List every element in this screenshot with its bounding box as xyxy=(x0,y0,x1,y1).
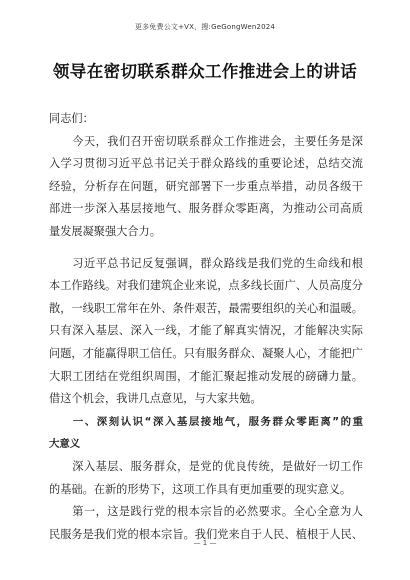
paragraph-line: 深入基层、服务群众，是党的优良传统，是做好一切工作 xyxy=(49,459,363,473)
section-heading: 一、深刻认识“深入基层接地气，服务群众零距离”的重 xyxy=(49,415,363,428)
paragraph-line: 入学习贯彻习近平总书记关于群众路线的重要论述，总结交流 xyxy=(49,157,363,171)
paragraph-line: 部进一步深入基层接地气、服务群众零距离，为推动公司高质 xyxy=(49,202,363,216)
document-title: 领导在密切联系群众工作推进会上的讲话 xyxy=(52,62,358,81)
paragraph-line: 量发展凝聚强大合力。 xyxy=(49,224,161,238)
paragraph-line: 本工作路线。对我们建筑企业来说，点多线长面广、人员高度分 xyxy=(49,279,363,293)
paragraph-line: 经验，分析存在问题，研究部署下一步重点举措，动员各级干 xyxy=(49,179,363,193)
paragraph-line: 问题，才能赢得职工信任。只有服务群众、凝聚人心，才能把广 xyxy=(49,346,363,360)
promo-banner: 更多免费公文+VX，搜:GeGongWen2024 xyxy=(134,23,276,31)
paragraph-line: 借这个机会，我讲几点意见，与大家共勉。 xyxy=(49,392,262,406)
paragraph-line: 只有深入基层、深入一线，才能了解真实情况，才能解决实际 xyxy=(49,324,363,338)
paragraph-line: 散，一线职工常年在外、条件艰苦，最需要组织的关心和温暖。 xyxy=(49,301,363,315)
paragraph-line: 大职工团结在党组织周围，才能汇聚起推动发展的磅礴力量。 xyxy=(49,369,363,383)
section-heading: 大意义 xyxy=(49,438,81,451)
salutation: 同志们： xyxy=(49,112,94,125)
paragraph-line: 今天，我们召开密切联系群众工作推进会，主要任务是深 xyxy=(49,134,363,148)
document-body xyxy=(49,108,363,546)
paragraph-line: 习近平总书记反复强调，群众路线是我们党的生命线和根 xyxy=(49,256,363,270)
paragraph-line: 的基础。在新的形势下，这项工作具有更加重要的现实意义。 xyxy=(49,482,352,496)
page-number: — 1 — xyxy=(193,539,217,547)
paragraph-line: 第一，这是践行党的根本宗旨的必然要求。全心全意为人 xyxy=(49,505,363,519)
paragraph-line: 民服务是我们党的根本宗旨。我们党来自于人民、植根于人民、 xyxy=(49,527,363,541)
